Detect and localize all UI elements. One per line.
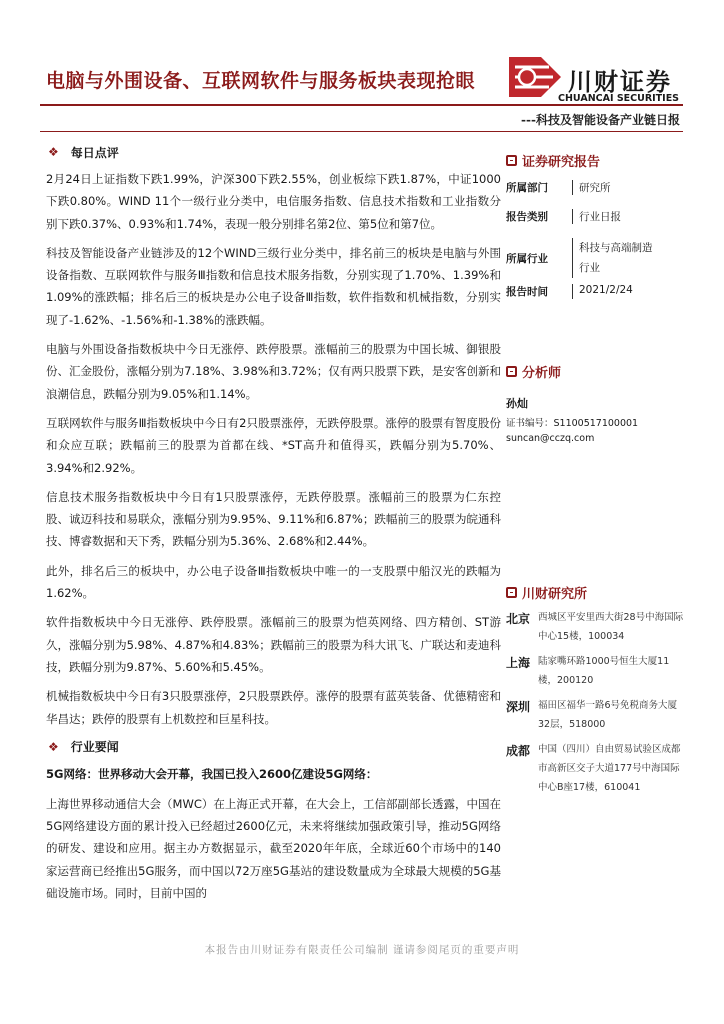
city-addr: 西城区平安里西大街28号中海国际中心15楼，100034 [538,612,684,642]
city-name: 上海 [506,656,531,670]
info-label: 报告时间 [506,286,548,298]
paragraph: 互联网软件与服务Ⅲ指数板块中今日有2只股票涨停，无跌停股票。涨停的股票有智度股份和众应互联；跌幅前三的股票为首都在线、*ST高升和值得买，跌幅分别为5.70%、3.94%和2.92%。 [46,415,501,475]
industry-news-heading [46,737,501,757]
institute-heading: 川财研究所 [506,582,686,602]
sidebar [506,150,686,797]
city-name: 深圳 [506,700,531,714]
daily-comment-heading [46,142,501,162]
report-subtitle: ---科技及智能设备产业链日报 [521,113,680,127]
city-name: 北京 [506,612,531,626]
divider [572,238,573,278]
report-icon [506,155,517,166]
page-footer: 本报告由川财证券有限责任公司编制 谨请参阅尾页的重要声明 [204,944,520,956]
report-title: 电脑与外围设备、互联网软件与服务板块表现抢眼 [46,70,476,92]
info-value: 行业日报 [579,211,621,223]
city-addr: 中国（四川）自由贸易试验区成都市高新区交子大道177号中海国际中心B座17楼，610041 [538,744,681,793]
divider [572,284,573,299]
city-addr: 陆家嘴环路1000号恒生大厦11楼，200120 [538,656,670,686]
paragraph: 科技及智能设备产业链涉及的12个WIND三级行业分类中，排名前三的板块是电脑与外围设备指数、互联网软件与服务Ⅲ指数和信息技术服务指数，分别实现了1.70%、1.39%和1.09%的涨跌幅；排名后三的板块是办公电子设备Ⅲ指数，软件指数和机械指数，分别实现了-1.62%、-1.56%和-1.38%的涨跌幅。 [46,245,501,327]
section-title: 每日点评 [70,145,119,160]
report-info-heading: 证券研究报告 [506,150,686,170]
report-icon [506,366,517,377]
info-value: 科技与高端制造行业 [579,242,653,274]
info-value: 2021/2/24 [579,284,633,296]
subtitle-divider [40,131,683,132]
info-row [506,209,686,224]
logo-text-en: CHUANCAI SECURITIES [558,93,680,104]
news-item-body: 上海世界移动通信大会（MWC）在上海正式开幕，在大会上，工信部副部长透露，中国在5G网络建设方面的累计投入已经超过2600亿元，未来将继续加强政策引导，推动5G网络的研发、建设和应用。据主办方数据显示，截至2020年年底，全球近60个市场中的140家运营商已经推出5G服务，而中国以72万座5G基站的建设数量成为全球最大规模的5G基础设施市场。同时，目前中国的 [46,796,501,901]
divider [572,180,573,195]
diamond-icon: ❖ [48,145,59,159]
logo-text-cn: 川财证券 [568,68,672,96]
info-label: 报告类别 [506,211,548,223]
city-address [506,608,686,646]
city-addr: 福田区福华一路6号免税商务大厦32层，518000 [538,700,678,730]
paragraph: 机械指数板块中今日有3只股票涨停，2只股票跌停。涨停的股票有蓝英装备、优德精密和华昌达；跌停的股票有上机数控和巨星科技。 [46,689,501,726]
city-address [506,696,686,734]
analyst-name: 孙灿 [506,397,528,410]
analyst-email[interactable]: suncan@cczq.com [506,433,595,444]
section-title: 行业要闻 [70,740,119,755]
header-divider [40,104,683,106]
info-label: 所属部门 [506,182,548,194]
info-label: 所属行业 [506,252,548,265]
paragraph: 此外，排名后三的板块中，办公电子设备Ⅲ指数板块中唯一的一支股票中船汉光的跌幅为1.62%。 [46,563,501,601]
paragraph: 软件指数板块中今日无涨停、跌停股票。涨幅前三的股票为恺英网络、四方精创、ST游久，涨幅分别为5.98%、4.87%和4.83%；跌幅前三的股票为科大讯飞、广联达和麦迪科技，跌幅分别为9.87%、5.60%和5.45%。 [46,615,501,674]
city-address [506,740,686,797]
analyst-cert: 证书编号：S1100517100001 [506,418,639,429]
main-content [46,142,501,911]
news-item-title: 5G网络：世界移动大会开幕，我国已投入2600亿建设5G网络： [46,766,378,781]
paragraph: 电脑与外围设备指数板块中今日无涨停、跌停股票。涨幅前三的股票为中国长城、御银股份、汇金股份，涨幅分别为7.18%、3.98%和3.72%；仅有两只股票下跌，是安客创新和浪潮信息，跌幅分别为9.05%和1.14%。 [46,342,501,401]
analyst-heading: 分析师 [506,361,686,381]
paragraph: 2月24日上证指数下跌1.99%，沪深300下跌2.55%，创业板综下跌1.87%，中证1000下跌0.80%。WIND 11个一级行业分类中，电信服务指数、信息技术指数和工业指数分别下跌0.37%、0.93%和1.74%，表现一般分别排名第2位、第5位和第7位。 [46,172,501,231]
paragraph: 信息技术服务指数板块中今日有1只股票涨停，无跌停股票。涨幅前三的股票为仁东控股、诚迈科技和易联众，涨幅分别为9.95%、9.11%和6.87%；跌幅前三的股票为皖通科技、博睿数据和天下秀，跌幅分别为5.36%、2.68%和2.44%。 [46,489,501,549]
info-row [506,238,686,278]
info-row [506,284,686,299]
diamond-icon: ❖ [48,739,59,754]
divider [572,209,573,224]
info-row [506,180,686,195]
info-value: 研究所 [579,182,611,194]
company-logo-icon [505,55,565,99]
city-name: 成都 [506,744,531,758]
city-address [506,652,686,690]
report-icon [506,587,517,598]
